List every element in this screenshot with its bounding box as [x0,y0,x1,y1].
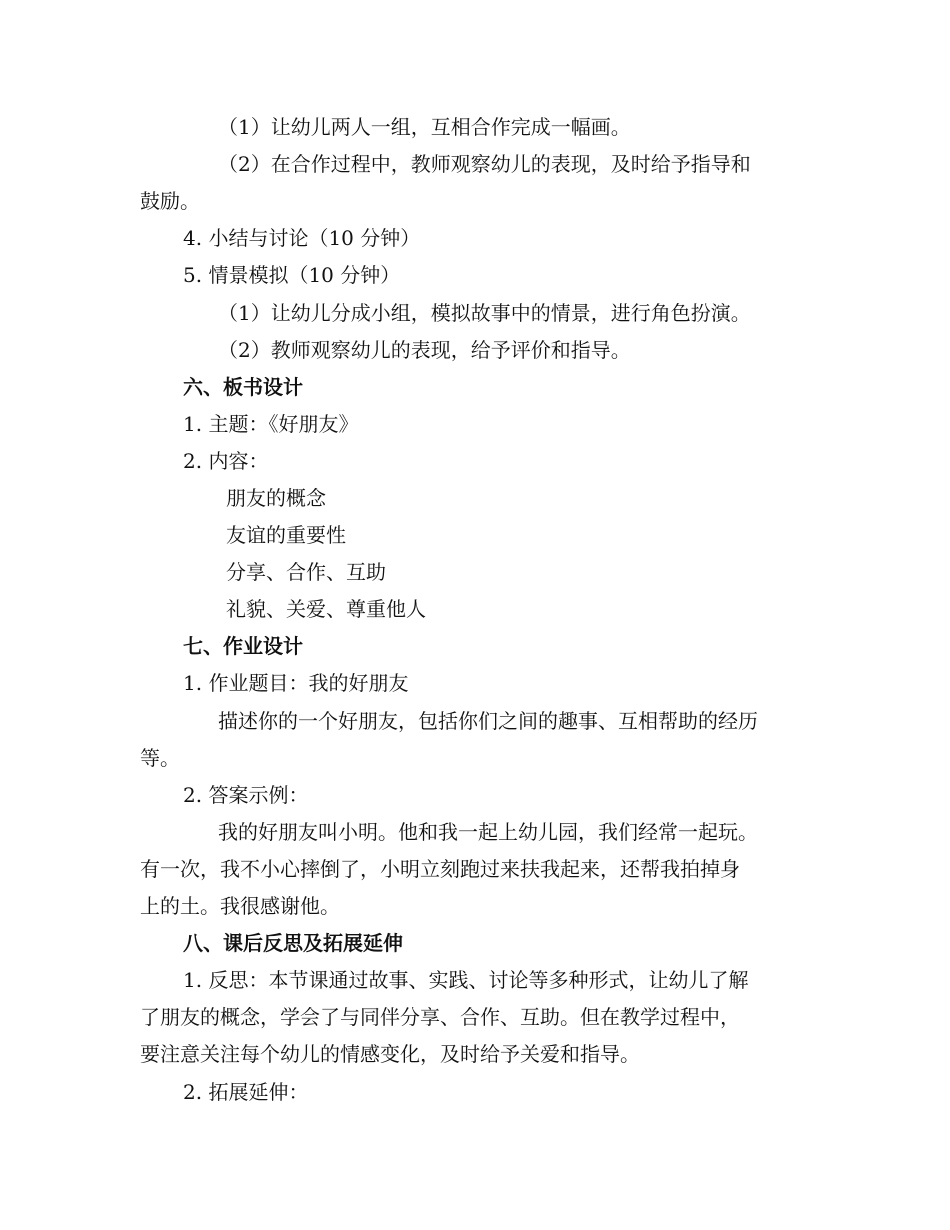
list-item: 1. 主题：《好朋友》 [183,412,359,436]
section-heading: 八、课后反思及拓展延伸 [183,931,403,955]
board-item: 友谊的重要性 [226,523,346,547]
text-line: 上的土。我很感谢他。 [140,894,340,918]
text-line: （2）在合作过程中，教师观察幼儿的表现，及时给予指导和 [218,152,751,176]
text-line: 了朋友的概念，学会了与同伴分享、合作、互助。但在教学过程中， [140,1005,740,1029]
text-line: 要注意关注每个幼儿的情感变化，及时给予关爱和指导。 [140,1042,640,1066]
list-item: 1. 作业题目：我的好朋友 [183,671,409,695]
list-item: 2. 拓展延伸： [183,1080,309,1104]
board-item: 分享、合作、互助 [226,560,386,584]
list-item: 5. 情景模拟（10 分钟） [183,263,401,287]
text-line: 描述你的一个好朋友，包括你们之间的趣事、互相帮助的经历 [218,709,758,733]
list-item: 1. 反思：本节课通过故事、实践、讨论等多种形式，让幼儿了解 [183,968,749,992]
list-item: 2. 内容： [183,449,269,473]
text-line: （2）教师观察幼儿的表现，给予评价和指导。 [218,338,631,362]
list-item: 4. 小结与讨论（10 分钟） [183,226,421,250]
section-heading: 七、作业设计 [183,634,303,658]
list-item: 2. 答案示例： [183,783,309,807]
text-line: （1）让幼儿两人一组，互相合作完成一幅画。 [218,115,631,139]
board-item: 朋友的概念 [226,486,326,510]
board-item: 礼貌、关爱、尊重他人 [226,597,426,621]
text-line: （1）让幼儿分成小组，模拟故事中的情景，进行角色扮演。 [218,301,751,325]
text-line: 有一次，我不小心摔倒了，小明立刻跑过来扶我起来，还帮我拍掉身 [140,857,740,881]
text-line: 等。 [140,746,180,770]
section-heading: 六、板书设计 [183,375,303,399]
text-line: 我的好朋友叫小明。他和我一起上幼儿园，我们经常一起玩。 [218,820,758,844]
text-line: 鼓励。 [140,189,200,213]
